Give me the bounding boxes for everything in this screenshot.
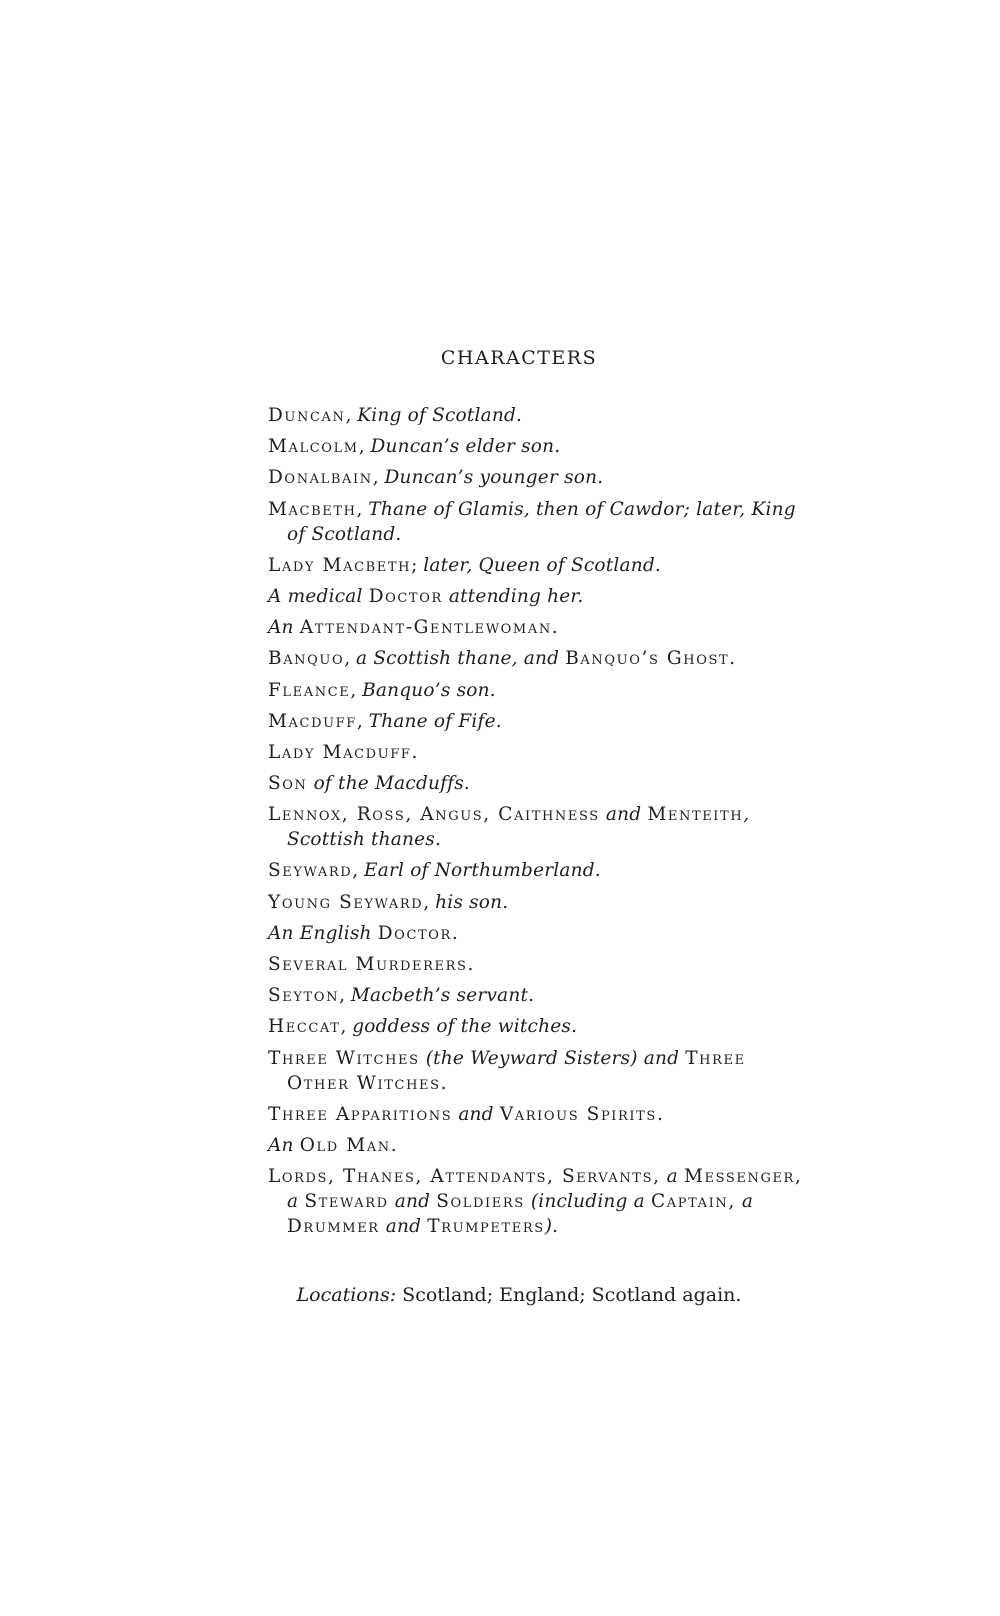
character-name: Various Spirits.	[499, 1103, 665, 1125]
character-description: and	[452, 1103, 500, 1125]
character-description: and	[379, 1216, 428, 1238]
character-entry	[268, 497, 804, 547]
character-entry	[268, 709, 804, 734]
character-name: Donalbain	[268, 467, 373, 489]
character-name: Three Witches	[268, 1047, 420, 1069]
separator: ,	[423, 891, 436, 913]
character-name: Macduff	[268, 710, 357, 732]
character-description: An	[268, 617, 300, 639]
character-name: Soldiers	[436, 1191, 525, 1213]
character-description: Macbeth’s servant.	[350, 985, 535, 1007]
character-name: Seyward	[268, 860, 353, 882]
separator: ,	[356, 710, 369, 732]
character-entry	[268, 678, 804, 703]
character-entry	[268, 465, 804, 490]
character-name: Banquo’s Ghost.	[565, 648, 737, 670]
separator: ,	[356, 498, 369, 520]
character-entry	[268, 1164, 804, 1239]
separator: ,	[340, 1016, 353, 1038]
character-name: Macbeth	[268, 498, 357, 520]
separator: ,	[339, 985, 351, 1007]
character-name: Heccat	[268, 1016, 341, 1038]
character-entry	[268, 1046, 804, 1096]
character-name: Menteith	[647, 804, 744, 826]
character-description: An	[268, 1134, 300, 1156]
character-entry	[268, 802, 804, 852]
character-description: his son.	[435, 891, 509, 913]
character-entry	[268, 403, 804, 428]
locations-text: Scotland; England; Scotland again.	[396, 1284, 742, 1306]
character-name: Lady Macbeth	[268, 554, 412, 576]
locations-line	[0, 1286, 1000, 1305]
character-description: goddess of the witches.	[352, 1016, 578, 1038]
character-name: Son	[268, 773, 308, 795]
character-description: Duncan’s elder son.	[370, 436, 561, 458]
separator: ;	[411, 554, 424, 576]
character-name: Banquo	[268, 648, 345, 670]
separator: ,	[344, 648, 356, 670]
character-name: Three Other Witches.	[287, 1047, 746, 1094]
character-description: Banquo’s son.	[362, 679, 496, 701]
character-entry	[268, 434, 804, 459]
character-name: Old Man.	[299, 1134, 399, 1156]
character-entry	[268, 1102, 804, 1127]
character-entry	[268, 952, 804, 977]
character-name: Young Seyward	[268, 891, 424, 913]
character-name: Doctor.	[377, 922, 460, 944]
character-name: Steward	[304, 1191, 389, 1213]
separator: ,	[352, 860, 365, 882]
character-description: ).	[544, 1216, 559, 1238]
locations-label: Locations:	[296, 1284, 397, 1306]
character-name: Lennox, Ross, Angus, Caithness	[268, 804, 600, 826]
character-name: Three Apparitions	[268, 1103, 453, 1125]
character-name: Trumpeters	[427, 1216, 545, 1238]
cast-list	[268, 403, 804, 1245]
character-description: later, Queen of Scotland.	[423, 554, 661, 576]
character-description: a	[660, 1166, 684, 1188]
character-name: Lady Macduff.	[268, 741, 419, 763]
character-description: and	[599, 804, 648, 826]
character-description: a	[735, 1191, 754, 1213]
character-name: Captain,	[650, 1191, 736, 1213]
character-entry	[268, 740, 804, 765]
character-entry	[268, 890, 804, 915]
separator: ,	[372, 467, 385, 489]
character-name: Doctor	[368, 585, 443, 607]
character-entry	[268, 553, 804, 578]
character-description: (the Weyward Sisters) and	[419, 1047, 686, 1069]
character-name: Drummer	[287, 1216, 380, 1238]
character-description: attending her.	[442, 585, 584, 607]
separator: ,	[345, 405, 358, 426]
page-title: CHARACTERS	[440, 347, 598, 369]
character-name: Malcolm	[268, 436, 359, 458]
character-description: a	[287, 1191, 305, 1213]
character-description: (including a	[524, 1191, 651, 1213]
character-entry	[268, 1133, 804, 1158]
character-name: Attendant-Gentlewoman.	[299, 617, 560, 639]
character-entry	[268, 858, 804, 883]
character-name: Several Murderers.	[268, 954, 475, 975]
character-description: of the Macduffs.	[307, 773, 470, 795]
character-entry	[268, 921, 804, 946]
separator: ,	[358, 436, 371, 458]
character-name: Seyton	[268, 985, 340, 1007]
character-entry	[268, 646, 804, 671]
character-description: Duncan’s younger son.	[384, 467, 604, 489]
character-description: An English	[268, 922, 378, 944]
character-description: Thane of Fife.	[368, 710, 502, 732]
character-entry	[268, 771, 804, 796]
character-entry	[268, 983, 804, 1008]
character-name: Lords, Thanes, Attendants, Servants,	[268, 1166, 661, 1188]
separator: ,	[350, 679, 363, 701]
character-entry	[268, 615, 804, 640]
character-description: , Scottish thanes.	[287, 804, 750, 851]
character-description: and	[388, 1191, 437, 1213]
character-name: Fleance	[268, 679, 351, 701]
character-description: Thane of Glamis, then of Cawdor; later, King of Scotland.	[287, 498, 796, 545]
character-description: a Scottish thane, and	[356, 648, 566, 670]
character-name: Messenger,	[683, 1166, 803, 1188]
character-description: Earl of Northumberland.	[364, 860, 601, 882]
character-entry	[268, 584, 804, 609]
character-description: A medical	[268, 585, 369, 607]
character-description: King of Scotland.	[357, 405, 523, 426]
character-entry	[268, 1014, 804, 1039]
character-name: Duncan	[268, 405, 346, 426]
